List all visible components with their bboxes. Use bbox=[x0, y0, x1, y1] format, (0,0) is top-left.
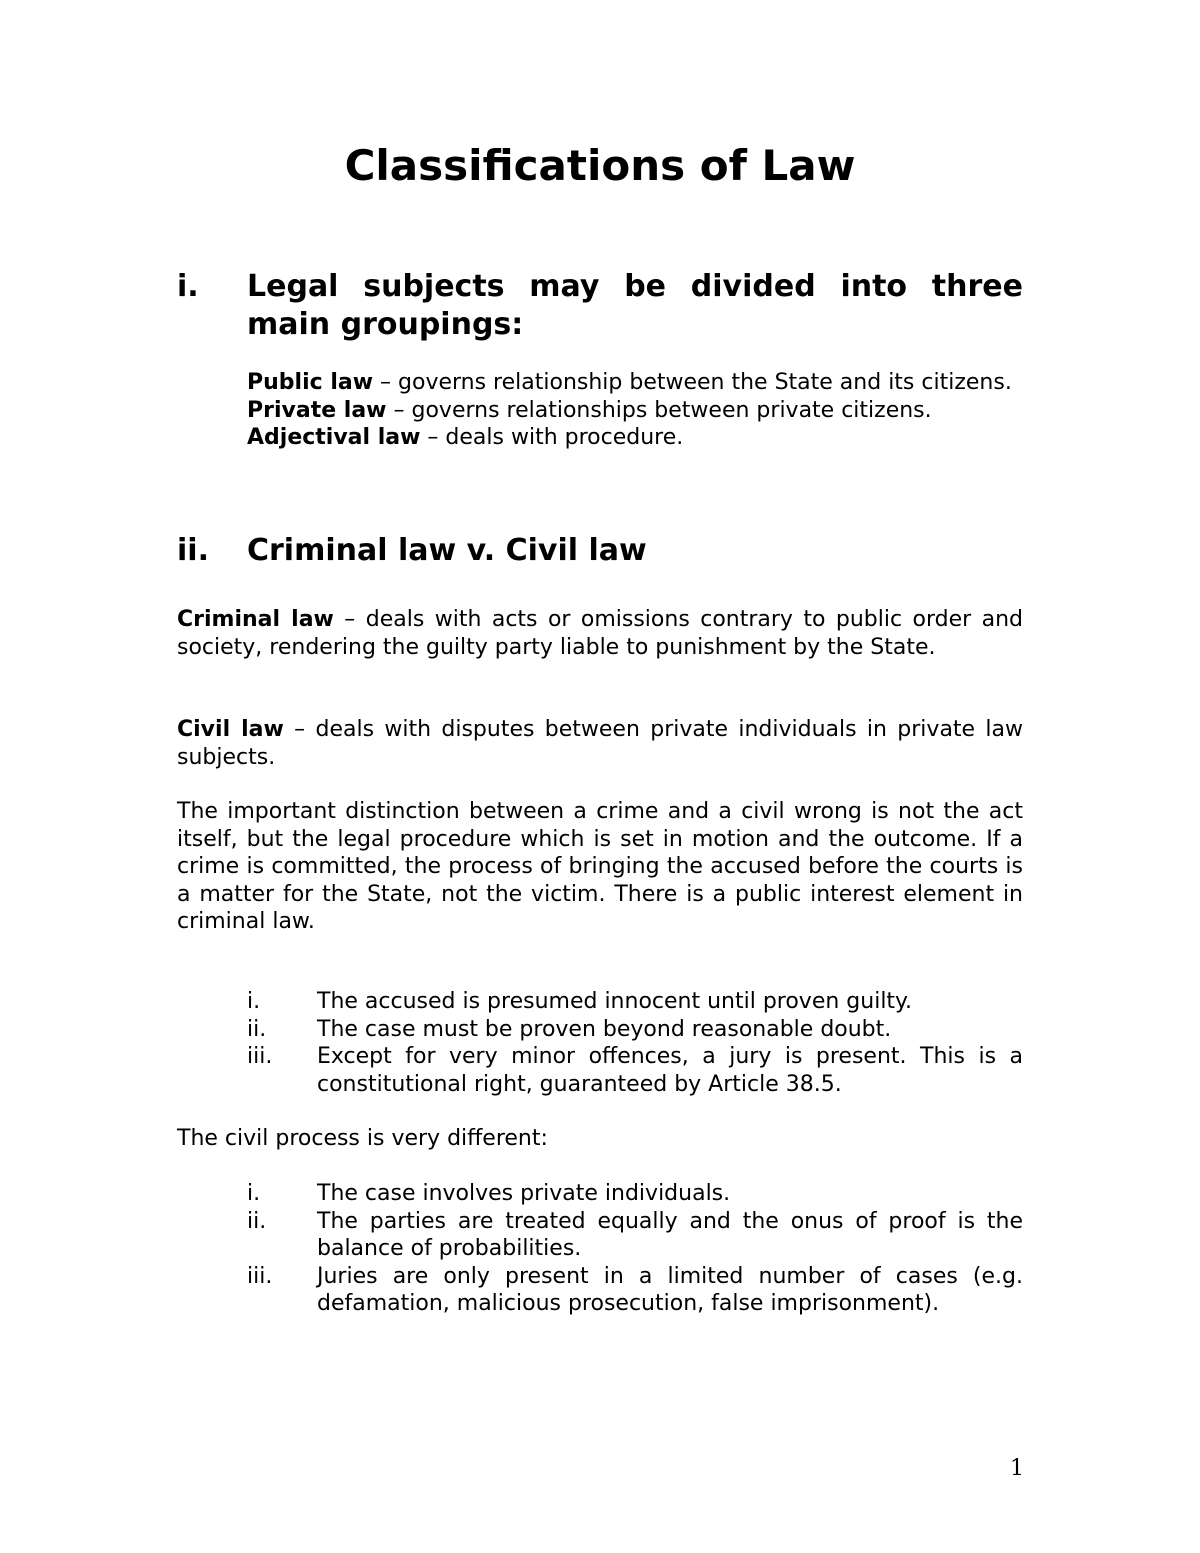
law-groupings-list bbox=[177, 369, 1023, 452]
list-item-text: The case must be proven beyond reasonable doubt. bbox=[317, 1016, 892, 1042]
list-marker: ii. bbox=[247, 1208, 267, 1234]
list-item-text: Except for very minor offences, a jury is present. This is a constitutional right, guaranteed by Article 38.5. bbox=[317, 1044, 1023, 1097]
grouping-description: – governs relationship between the State and its citizens. bbox=[373, 370, 1012, 395]
list-marker: iii. bbox=[247, 1263, 273, 1289]
grouping-description: – deals with procedure. bbox=[420, 425, 684, 450]
list-item-text: The case involves private individuals. bbox=[317, 1181, 731, 1206]
grouping-term: Public law bbox=[247, 370, 374, 395]
section-number: ii. bbox=[177, 533, 209, 568]
grouping-description: – governs relationships between private citizens. bbox=[386, 397, 932, 423]
section-heading-text: Legal subjects may be divided into three main groupings: bbox=[247, 269, 1023, 342]
list-marker: i. bbox=[247, 989, 261, 1014]
civil-law-definition bbox=[177, 716, 1023, 771]
list-item bbox=[247, 1043, 1023, 1098]
grouping-public-law bbox=[177, 369, 1023, 397]
section-heading-legal-subjects bbox=[177, 268, 1023, 344]
list-item-text: Juries are only present in a limited number of cases (e.g. defamation, malicious prosecution, false imprisonment). bbox=[317, 1263, 1023, 1316]
page-number: 1 bbox=[1010, 1456, 1024, 1481]
distinction-paragraph: The important distinction between a crime and a civil wrong is not the act itself, but the legal procedure which is set in motion and the outcome. If a crime is committed, the process of bringing the accused before the courts is a matter for the State, not the victim. There is a public interest element in criminal law. bbox=[177, 799, 1023, 934]
list-marker: ii. bbox=[247, 1016, 267, 1042]
list-item-text: The accused is presumed innocent until proven guilty. bbox=[317, 989, 912, 1014]
page-title: Classifications of Law bbox=[344, 141, 856, 190]
civil-process-intro: The civil process is very different: bbox=[177, 1126, 548, 1151]
civil-process-list bbox=[247, 1180, 1023, 1318]
list-marker: i. bbox=[247, 1181, 261, 1206]
list-item bbox=[247, 1263, 1023, 1318]
criminal-process-list bbox=[247, 988, 1023, 1098]
definition-text: – deals with acts or omissions contrary to public order and society, rendering the guilty party liable to punishment by the State. bbox=[177, 607, 1024, 660]
grouping-term: Private law bbox=[247, 397, 387, 423]
definition-term: Criminal law bbox=[177, 607, 334, 632]
list-item bbox=[247, 1208, 1023, 1263]
definition-text: – deals with disputes between private individuals in private law subjects. bbox=[177, 717, 1023, 770]
list-marker: iii. bbox=[247, 1044, 273, 1069]
list-item bbox=[247, 1016, 1023, 1044]
grouping-private-law bbox=[177, 397, 1023, 425]
grouping-adjectival-law bbox=[177, 424, 1023, 452]
criminal-law-definition bbox=[177, 606, 1023, 661]
list-item-text: The parties are treated equally and the onus of proof is the balance of probabilities. bbox=[317, 1208, 1023, 1261]
section-heading-criminal-vs-civil bbox=[177, 532, 1023, 570]
list-item bbox=[247, 1180, 1023, 1208]
list-item bbox=[247, 988, 1023, 1016]
section-heading-text: Criminal law v. Civil law bbox=[247, 533, 647, 568]
grouping-term: Adjectival law bbox=[247, 425, 421, 450]
section-number: i. bbox=[177, 269, 199, 304]
definition-term: Civil law bbox=[177, 717, 284, 742]
